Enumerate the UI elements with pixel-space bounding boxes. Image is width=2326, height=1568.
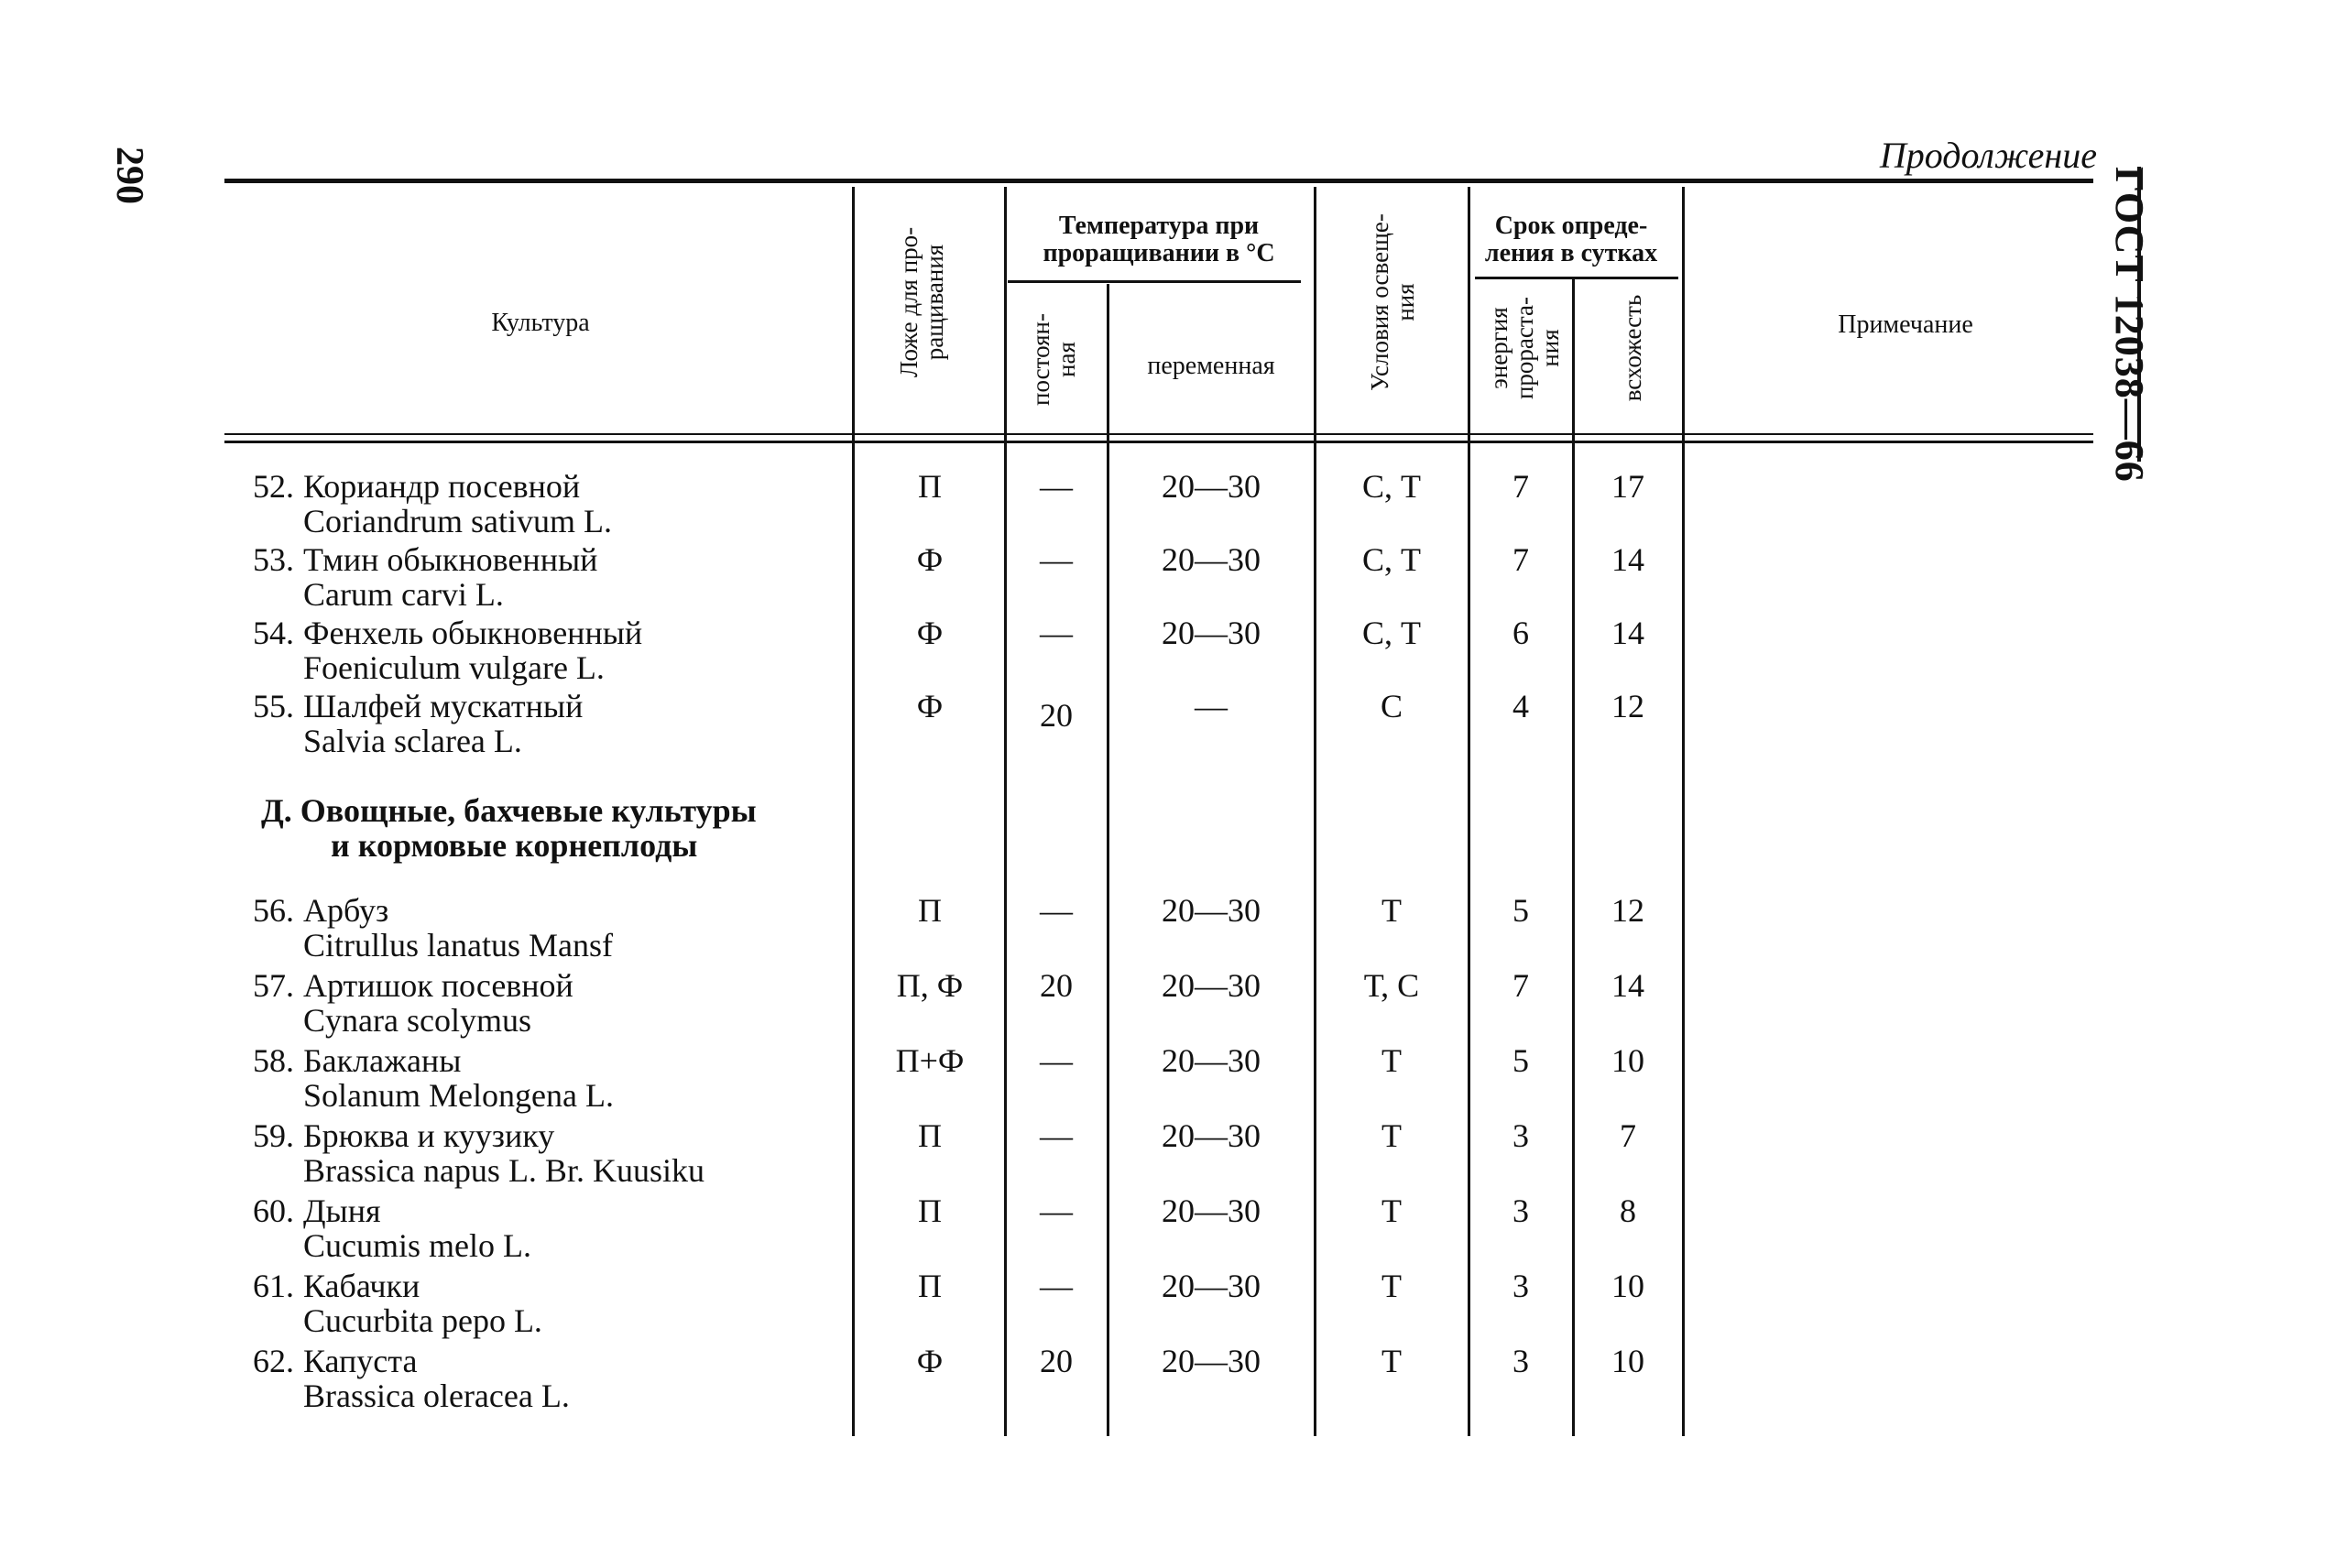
header-temp-constant: постоян- ная [1027, 313, 1080, 406]
culture-latin: Cucurbita pepo L. [303, 1302, 542, 1339]
culture-latin: Carum carvi L. [303, 576, 504, 613]
table-row [0, 1118, 2326, 1192]
temp-constant-cell: — [1040, 1192, 1073, 1229]
culture-latin: Salvia sclarea L. [303, 723, 522, 759]
energy-cell: 3 [1512, 1343, 1529, 1379]
temp-variable-cell: 20—30 [1162, 1192, 1261, 1229]
table-row [0, 1193, 2326, 1267]
bed-cell: Ф [916, 615, 944, 651]
energy-cell: 5 [1512, 1042, 1529, 1079]
culture-latin: Cynara scolymus [303, 1002, 531, 1039]
germination-cell: 10 [1611, 1343, 1644, 1379]
temp-constant-cell: — [1040, 1268, 1073, 1304]
energy-cell: 5 [1512, 892, 1529, 929]
germination-cell: 14 [1611, 967, 1644, 1004]
table-row [0, 615, 2326, 689]
lighting-cell: Т [1381, 1268, 1402, 1304]
temp-constant-cell: — [1040, 541, 1073, 578]
culture-cell [234, 469, 612, 539]
bed-cell: П [918, 468, 942, 505]
temp-variable-cell: 20—30 [1162, 1042, 1261, 1079]
lighting-cell: Т [1381, 1117, 1402, 1154]
germination-cell: 10 [1611, 1042, 1644, 1079]
bed-cell: П [918, 1117, 942, 1154]
table-row [0, 893, 2326, 966]
lighting-cell: Т [1381, 1343, 1402, 1379]
energy-cell: 3 [1512, 1192, 1529, 1229]
temp-constant-cell: — [1040, 892, 1073, 929]
culture-name: Баклажаны [303, 1042, 462, 1079]
row-number: 53. [253, 541, 294, 578]
lighting-cell: Т [1381, 1192, 1402, 1229]
row-number: 61. [253, 1268, 294, 1304]
culture-cell [234, 1269, 542, 1338]
culture-cell [234, 968, 573, 1038]
temp-variable-cell: 20—30 [1162, 1343, 1261, 1379]
culture-name: Артишок посевной [303, 967, 573, 1004]
lighting-cell: С [1380, 688, 1403, 724]
germination-cell: 12 [1611, 892, 1644, 929]
table-row [0, 689, 2326, 762]
header-term-group: Срок опреде- ления в сутках [1484, 212, 1658, 267]
energy-cell: 7 [1512, 967, 1529, 1004]
temp-constant-cell: 20 [1040, 1343, 1073, 1379]
bed-cell: Ф [916, 1343, 944, 1379]
culture-cell [234, 1193, 531, 1263]
temp-subheader-rule [1008, 280, 1301, 283]
term-subheader-rule [1475, 277, 1678, 279]
row-number: 60. [253, 1192, 294, 1229]
culture-name: Арбуз [303, 892, 389, 929]
row-number: 58. [253, 1042, 294, 1079]
row-number: 55. [253, 688, 294, 724]
culture-latin: Coriandrum sativum L. [303, 503, 612, 539]
standard-code: ГОСТ 12038—66 [2107, 167, 2152, 483]
header-culture: Культура [491, 309, 590, 337]
germination-cell: 17 [1611, 468, 1644, 505]
bed-cell: П [918, 1268, 942, 1304]
lighting-cell: Т [1381, 1042, 1402, 1079]
lighting-cell: С, Т [1361, 615, 1421, 651]
header-lighting: Условия освеще- ния [1366, 213, 1419, 391]
culture-name: Брюква и куузику [303, 1117, 555, 1154]
energy-cell: 4 [1512, 688, 1529, 724]
row-number: 56. [253, 892, 294, 929]
header-temp-variable: переменная [1147, 352, 1275, 380]
temp-constant-cell: — [1040, 1042, 1073, 1079]
header-bottom-rule-2 [224, 441, 2093, 443]
temp-variable-cell: 20—30 [1162, 1268, 1261, 1304]
row-number: 59. [253, 1117, 294, 1154]
temp-variable-cell: 20—30 [1162, 892, 1261, 929]
temp-constant-cell: — [1040, 615, 1073, 651]
energy-cell: 7 [1512, 468, 1529, 505]
temp-variable-cell: 20—30 [1162, 615, 1261, 651]
lighting-cell: Т, С [1363, 967, 1420, 1004]
energy-cell: 3 [1512, 1268, 1529, 1304]
culture-cell [234, 542, 597, 612]
culture-name: Кабачки [303, 1268, 420, 1304]
page-number: 290 [108, 147, 150, 204]
culture-cell [234, 1118, 704, 1188]
table-row [0, 1344, 2326, 1417]
culture-latin: Brassica oleracea L. [303, 1377, 570, 1414]
temp-constant-cell: — [1040, 1117, 1073, 1154]
culture-name: Фенхель обыкновенный [303, 615, 643, 651]
culture-cell [234, 893, 613, 963]
energy-cell: 7 [1512, 541, 1529, 578]
culture-name: Капуста [303, 1343, 418, 1379]
lighting-cell: С, Т [1361, 541, 1421, 578]
culture-cell [234, 1344, 570, 1413]
bed-cell: П [918, 1192, 942, 1229]
bed-cell: Ф [916, 541, 944, 578]
culture-cell [234, 689, 583, 758]
table-row [0, 1043, 2326, 1116]
temp-variable-cell: 20—30 [1162, 541, 1261, 578]
germination-cell: 12 [1611, 688, 1644, 724]
row-number: 52. [253, 468, 294, 505]
culture-name: Кориандр посевной [303, 468, 581, 505]
header-energy: энергия прораста- ния [1485, 296, 1564, 400]
table-row [0, 1269, 2326, 1342]
temp-constant-cell: — [1040, 468, 1073, 505]
culture-latin: Cucumis melo L. [303, 1227, 531, 1264]
table-row [0, 469, 2326, 542]
germination-cell: 14 [1611, 541, 1644, 578]
header-bed: Ложе для про- ращивания [895, 226, 948, 378]
header-temperature-group: Температура при проращивании в °С [1043, 212, 1275, 267]
continuation-label: Продолжение [1879, 135, 2097, 176]
temp-variable-cell: 20—30 [1162, 967, 1261, 1004]
culture-cell [234, 615, 642, 685]
culture-name: Шалфей мускатный [303, 688, 584, 724]
culture-latin: Citrullus lanatus Mansf [303, 927, 613, 964]
culture-name: Дыня [303, 1192, 381, 1229]
row-number: 54. [253, 615, 294, 651]
culture-latin: Foeniculum vulgare L. [303, 649, 605, 686]
culture-cell [234, 1043, 614, 1113]
lighting-cell: С, Т [1361, 468, 1421, 505]
temp-constant-cell: 20 [1040, 967, 1073, 1004]
header-note: Примечание [1838, 310, 1973, 339]
temp-variable-cell: 20—30 [1162, 1117, 1261, 1154]
culture-latin: Brassica napus L. Br. Kuusiku [303, 1152, 704, 1189]
bed-cell: П [918, 892, 942, 929]
bed-cell: Ф [916, 688, 944, 724]
table-row [0, 968, 2326, 1041]
energy-cell: 6 [1512, 615, 1529, 651]
germination-cell: 14 [1611, 615, 1644, 651]
table-row [0, 542, 2326, 615]
section-heading-line-2: и кормовые корнеплоды [331, 827, 698, 864]
lighting-cell: Т [1381, 892, 1402, 929]
row-number: 62. [253, 1343, 294, 1379]
germination-cell: 10 [1611, 1268, 1644, 1304]
germination-cell: 7 [1620, 1117, 1636, 1154]
temp-constant-cell: 20 [1040, 697, 1073, 734]
bed-cell: П+Ф [895, 1042, 965, 1079]
culture-latin: Solanum Melongena L. [303, 1077, 614, 1114]
energy-cell: 3 [1512, 1117, 1529, 1154]
temp-variable-cell: 20—30 [1162, 468, 1261, 505]
header-germination: всхожесть [1619, 294, 1646, 402]
table-top-rule [224, 179, 2093, 183]
header-bottom-rule-1 [224, 433, 2093, 435]
section-heading [261, 793, 757, 863]
section-heading-line-1: Д. Овощные, бахчевые культуры [261, 792, 757, 829]
germination-cell: 8 [1620, 1192, 1636, 1229]
row-number: 57. [253, 967, 294, 1004]
culture-name: Тмин обыкновенный [303, 541, 598, 578]
bed-cell: П, Ф [896, 967, 964, 1004]
temp-variable-cell: — [1195, 688, 1228, 724]
